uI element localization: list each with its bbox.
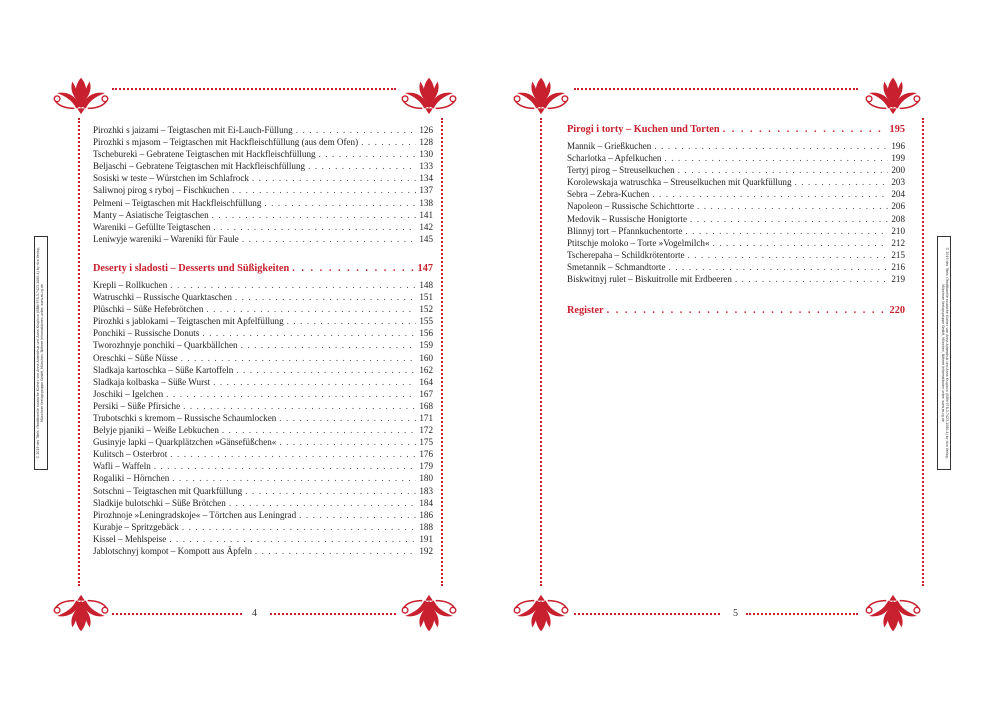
toc-entry[interactable]: [93, 197, 433, 209]
dot-leader: [222, 424, 416, 436]
dot-leader: [169, 533, 416, 545]
entry-page-number: 203: [891, 177, 905, 188]
dot-leader: [242, 233, 416, 245]
dot-leader: [654, 140, 888, 152]
toc-entry[interactable]: [93, 388, 433, 400]
ornament-bottom-right-icon: [862, 593, 924, 637]
dot-leader: [299, 509, 416, 521]
dot-leader: [170, 279, 416, 291]
entry-page-number: 188: [419, 521, 433, 532]
dot-leader: [213, 221, 416, 233]
entry-title: Gusinyje lapki – Quarkplätzchen »Gänsefüßchen«: [93, 437, 277, 448]
right-page: [500, 0, 1000, 707]
ornament-top-left-icon: [510, 72, 572, 116]
entry-title: Medovik – Russische Honigtorte: [567, 213, 687, 224]
entry-page-number: 156: [419, 328, 433, 339]
dot-leader: [735, 273, 888, 285]
entry-page-number: 162: [419, 364, 433, 375]
toc-entry[interactable]: [93, 184, 433, 196]
dot-leader: [202, 327, 416, 339]
dot-leader: [669, 261, 889, 273]
entry-title: Tschebureki – Gebratene Teigtaschen mit Hackfleischfüllung: [93, 149, 316, 160]
toc-entry[interactable]: [93, 497, 433, 509]
dot-leader: [213, 376, 416, 388]
entry-title: Kulitsch – Osterbrot: [93, 449, 168, 460]
toc-entry[interactable]: [93, 339, 433, 351]
border-top: [112, 88, 396, 90]
toc-group-pirozhki: [93, 124, 433, 245]
dot-leader: [232, 184, 416, 196]
toc-entry[interactable]: [93, 533, 433, 545]
entry-page-number: 199: [891, 153, 905, 164]
toc-entry[interactable]: [567, 261, 905, 273]
dot-leader: [319, 148, 416, 160]
entry-title: Kurabje – Spritzgebäck: [93, 521, 179, 532]
entry-page-number: 175: [419, 437, 433, 448]
toc-entry[interactable]: [93, 209, 433, 221]
entry-title: Blinnyj tort – Pfannkuchentorte: [567, 225, 683, 236]
dot-leader: [172, 472, 416, 484]
toc-entry[interactable]: [93, 172, 433, 184]
dot-leader: [308, 160, 416, 172]
toc-entry[interactable]: [93, 376, 433, 388]
entry-page-number: 145: [419, 233, 433, 244]
section-heading[interactable]: Pirogi i torty – Kuchen und Torten . . . 195: [567, 124, 905, 140]
entry-page-number: 180: [419, 473, 433, 484]
toc-entry[interactable]: [93, 424, 433, 436]
page-number: 5: [733, 608, 738, 619]
toc-entry[interactable]: [567, 213, 905, 225]
dot-leader: [685, 225, 888, 237]
toc-entry[interactable]: [93, 485, 433, 497]
entry-page-number: 184: [419, 497, 433, 508]
entry-page-number: 148: [419, 279, 433, 290]
dot-leader: [212, 209, 416, 221]
dot-leader: [279, 412, 416, 424]
toc-entry[interactable]: [93, 472, 433, 484]
toc-entry[interactable]: [567, 200, 905, 212]
toc-entry[interactable]: [567, 225, 905, 237]
dot-leader: [361, 136, 416, 148]
entry-title: Sladkaja kartoschka – Süße Kartoffeln: [93, 364, 234, 375]
entry-title: Rogaliki – Hörnchen: [93, 473, 170, 484]
toc-entry[interactable]: [93, 315, 433, 327]
toc-entry[interactable]: [567, 152, 905, 164]
entry-title: Pirozhnoje »Leningradskoje« – Törtchen aus Leningrad: [93, 509, 297, 520]
entry-title: Watruschki – Russische Quarktaschen: [93, 292, 232, 303]
toc-right: [567, 124, 905, 321]
border-right: [441, 118, 443, 586]
dot-leader: [166, 388, 416, 400]
entry-page-number: 168: [419, 400, 433, 411]
dot-leader: [181, 352, 416, 364]
border-top: [574, 88, 858, 90]
entry-page-number: 126: [419, 125, 433, 135]
toc-entry[interactable]: [93, 460, 433, 472]
entry-title: Persiki – Süße Pfirsiche: [93, 400, 181, 411]
dot-leader: [183, 400, 416, 412]
dot-leader: [697, 200, 888, 212]
entry-title: Korolewskaja watruschka – Streuselkuchen mit Quarkfüllung: [567, 177, 792, 188]
dot-leader: [154, 460, 416, 472]
dot-leader: [245, 485, 416, 497]
copyright-note: © 2019 des Titels »Traditionelle russische Küche« von Anna Adamchuk und Anna Kruglova (ISBN 978-3-7423-1080-4) by riva Verlag, Münchner Verlagsgruppe GmbH, München. Nähere Informationen unter: www.m-vg.de: [34, 236, 48, 470]
toc-entry[interactable]: [93, 233, 433, 245]
dot-leader: [688, 249, 888, 261]
entry-title: Belyje pjaniki – Weiße Lebkuchen: [93, 425, 219, 436]
dot-leader: [236, 364, 416, 376]
ornament-top-left-icon: [50, 72, 112, 116]
toc-entry[interactable]: [93, 124, 433, 136]
entry-title: Sladkaja kolbaska – Süße Wurst: [93, 376, 211, 387]
dot-leader: [182, 521, 416, 533]
entry-page-number: 155: [419, 316, 433, 327]
toc-entry[interactable]: [567, 237, 905, 249]
entry-page-number: 152: [419, 304, 433, 315]
dot-leader: [287, 315, 416, 327]
entry-title: Pirozhki s jablokami – Teigtaschen mit Apfelfüllung: [93, 316, 284, 327]
entry-page-number: 134: [419, 173, 433, 184]
toc-entry[interactable]: [93, 291, 433, 303]
entry-page-number: 171: [419, 412, 433, 423]
toc-entry[interactable]: [93, 521, 433, 533]
toc-group-cakes: [567, 140, 905, 285]
entry-page-number: 167: [419, 388, 433, 399]
entry-page-number: 159: [419, 340, 433, 351]
toc-entry[interactable]: [93, 303, 433, 315]
toc-entry[interactable]: [567, 164, 905, 176]
toc-entry[interactable]: [567, 249, 905, 261]
entry-page-number: 219: [891, 274, 905, 285]
entry-page-number: 208: [891, 213, 905, 224]
entry-page-number: 141: [419, 209, 433, 220]
dot-leader: [690, 213, 888, 225]
entry-title: Plüschki – Süße Hefebrötchen: [93, 304, 204, 315]
entry-title: Sladkije bulotschki – Süße Brötchen: [93, 497, 226, 508]
entry-title: Tscherepaha – Schildkrötentorte: [567, 249, 685, 260]
entry-title: Smetannik – Schmandtorte: [567, 261, 666, 272]
entry-title: Tertyj pirog – Streuselkuchen: [567, 165, 675, 176]
border-left: [540, 118, 542, 586]
entry-title: Manty – Asiatische Teigtaschen: [93, 209, 209, 220]
ornament-bottom-left-icon: [510, 593, 572, 637]
entry-title: Saliwnoj pirog s ryboj – Fischkuchen: [93, 185, 230, 196]
toc-entry[interactable]: [93, 509, 433, 521]
page-number: 4: [252, 608, 257, 619]
entry-page-number: 172: [419, 425, 433, 436]
toc-entry[interactable]: [93, 436, 433, 448]
ornament-top-right-icon: [862, 72, 924, 116]
dot-leader: [255, 545, 416, 557]
entry-page-number: 142: [419, 221, 433, 232]
toc-entry[interactable]: [93, 412, 433, 424]
border-bottom-left: [574, 613, 720, 615]
entry-title: Beljaschi – Gebratene Teigtaschen mit Hackfleischfüllung: [93, 161, 306, 172]
entry-title: Sotschni – Teigtaschen mit Quarkfüllung: [93, 485, 243, 496]
entry-page-number: 137: [419, 185, 433, 196]
dot-leader: [235, 291, 416, 303]
entry-page-number: 192: [419, 546, 433, 556]
dot-leader: [296, 124, 416, 136]
dot-leader: [206, 303, 416, 315]
entry-title: Pirozhki s mjasom – Teigtaschen mit Hackfleischfüllung (aus dem Ofen): [93, 137, 359, 148]
entry-page-number: 128: [419, 137, 433, 148]
register-heading[interactable]: Register . . . 220: [567, 305, 905, 321]
toc-entry[interactable]: [93, 352, 433, 364]
dot-leader: [229, 497, 416, 509]
dot-leader: [652, 188, 888, 200]
border-left: [78, 118, 80, 586]
dot-leader: [264, 197, 416, 209]
entry-page-number: 160: [419, 352, 433, 363]
entry-title: Oreschki – Süße Nüsse: [93, 352, 178, 363]
toc-entry[interactable]: [93, 545, 433, 557]
dot-leader: [252, 172, 416, 184]
entry-page-number: 133: [419, 161, 433, 172]
entry-title: Biskwitnyj rulet – Biskuitrolle mit Erdbeeren: [567, 274, 732, 285]
entry-title: Krepli – Rollkuchen: [93, 279, 168, 290]
section-heading[interactable]: Deserty i sladosti – Desserts und Süßigkeiten . . . 147: [93, 263, 433, 279]
toc-entry[interactable]: [567, 176, 905, 188]
border-right: [922, 118, 924, 586]
toc-entry[interactable]: [93, 279, 433, 291]
entry-title: Mannik – Grießkuchen: [567, 141, 652, 151]
dot-leader: [678, 164, 888, 176]
entry-title: Sebra – Zebra-Kuchen: [567, 189, 650, 200]
entry-title: Wareniki – Gefüllte Teigtaschen: [93, 221, 211, 232]
entry-page-number: 191: [419, 533, 433, 544]
toc-entry[interactable]: [567, 140, 905, 152]
entry-title: Tworozhnyje ponchiki – Quarkbällchen: [93, 340, 238, 351]
entry-page-number: 216: [891, 261, 905, 272]
entry-page-number: 204: [891, 189, 905, 200]
toc-entry[interactable]: [93, 327, 433, 339]
entry-page-number: 183: [419, 485, 433, 496]
entry-page-number: 200: [891, 165, 905, 176]
copyright-note: © 2019 des Titels »Traditionelle russische Küche« von Anna Adamchuk und Anna Kruglova (ISBN 978-3-7423-1080-4) by riva Verlag, Münchner Verlagsgruppe GmbH, München. Nähere Informationen unter: www.m-vg.de: [937, 236, 951, 470]
entry-page-number: 176: [419, 449, 433, 460]
entry-page-number: 138: [419, 197, 433, 208]
entry-page-number: 212: [891, 237, 905, 248]
entry-title: Leniwyje wareniki – Wareniki für Faule: [93, 233, 239, 244]
entry-page-number: 130: [419, 149, 433, 160]
entry-title: Scharlotka – Apfelkuchen: [567, 153, 662, 164]
dot-leader: [279, 436, 416, 448]
entry-title: Napoleon – Russische Schichttorte: [567, 201, 695, 212]
border-bottom-left: [112, 613, 242, 615]
entry-page-number: 179: [419, 461, 433, 472]
toc-entry[interactable]: [93, 136, 433, 148]
toc-entry[interactable]: [93, 221, 433, 233]
entry-page-number: 196: [891, 141, 905, 151]
toc-entry[interactable]: [93, 448, 433, 460]
ornament-bottom-right-icon: [398, 593, 460, 637]
dot-leader: [664, 152, 888, 164]
entry-page-number: 164: [419, 376, 433, 387]
toc-entry[interactable]: [93, 364, 433, 376]
entry-title: Ponchiki – Russische Donuts: [93, 328, 200, 339]
toc-entry[interactable]: [93, 160, 433, 172]
toc-left: [93, 124, 433, 557]
dot-leader: [713, 237, 889, 249]
border-bottom-right: [270, 613, 396, 615]
entry-page-number: 215: [891, 249, 905, 260]
toc-entry[interactable]: [93, 148, 433, 160]
entry-title: Joschiki – Igelchen: [93, 388, 164, 399]
entry-page-number: 206: [891, 201, 905, 212]
entry-title: Ptitschje moloko – Torte »Vogelmilch«: [567, 237, 710, 248]
entry-title: Sosiski w teste – Würstchen im Schlafrock: [93, 173, 249, 184]
entry-title: Trubotschki s kremom – Russische Schaumlocken: [93, 412, 277, 423]
toc-entry[interactable]: [567, 273, 905, 285]
ornament-bottom-left-icon: [50, 593, 112, 637]
entry-page-number: 151: [419, 292, 433, 303]
entry-page-number: 186: [419, 509, 433, 520]
entry-title: Jablotschnyj kompot – Kompott aus Äpfeln: [93, 546, 252, 556]
dot-leader: [795, 176, 888, 188]
entry-title: Pelmeni – Teigtaschen mit Hackfleischfüllung: [93, 197, 262, 208]
toc-entry[interactable]: [567, 188, 905, 200]
entry-title: Pirozhki s jaizami – Teigtaschen mit Ei-Lauch-Füllung: [93, 125, 293, 135]
dot-leader: [241, 339, 416, 351]
toc-group-desserts: [93, 279, 433, 557]
ornament-top-right-icon: [398, 72, 460, 116]
entry-page-number: 210: [891, 225, 905, 236]
entry-title: Kissel – Mehlspeise: [93, 533, 167, 544]
toc-entry[interactable]: [93, 400, 433, 412]
entry-title: Wafli – Waffeln: [93, 461, 151, 472]
border-bottom-right: [746, 613, 858, 615]
dot-leader: [170, 448, 416, 460]
